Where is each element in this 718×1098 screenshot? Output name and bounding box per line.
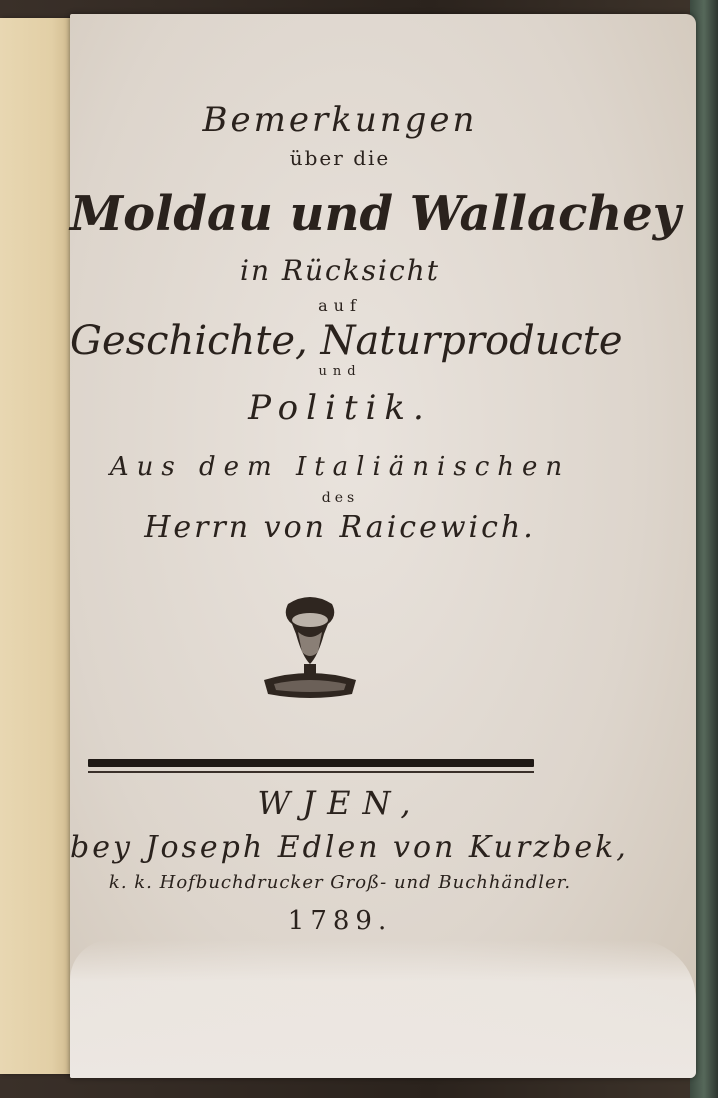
page-torn-lower-area [70,940,696,1078]
title-line-in-ruecksicht: in Rücksicht [240,254,440,287]
title-line-politik: Politik. [248,388,432,428]
title-line-aus-dem-italiaenischen: Aus dem Italiänischen [109,452,571,482]
title-line-ueber-die: über die [289,146,391,170]
imprint-publisher: bey Joseph Edlen von Kurzbek, [70,830,629,865]
imprint-place: WJEN, [257,784,423,822]
title-line-herrn-von-raicewich: Herrn von Raicewich. [144,510,536,545]
imprint-title: k. k. Hofbuchdrucker Groß- und Buchhändler. [108,872,572,893]
horizontal-rule-thin [88,771,534,773]
title-line-geschichte-naturproducte: Geschichte, Naturproducte [70,318,623,364]
left-flyleaf [0,18,74,1074]
title-line-bemerkungen: Bemerkungen [202,100,478,140]
horizontal-rule-thick [88,759,534,767]
imprint-year: 1789. [287,906,393,936]
title-line-des: des [321,490,359,506]
urn-ornament-icon [258,594,362,706]
title-line-und: und [318,364,362,379]
title-line-moldau-wallachey: Moldau und Wallachey [70,186,681,242]
title-line-auf: auf [318,296,362,315]
